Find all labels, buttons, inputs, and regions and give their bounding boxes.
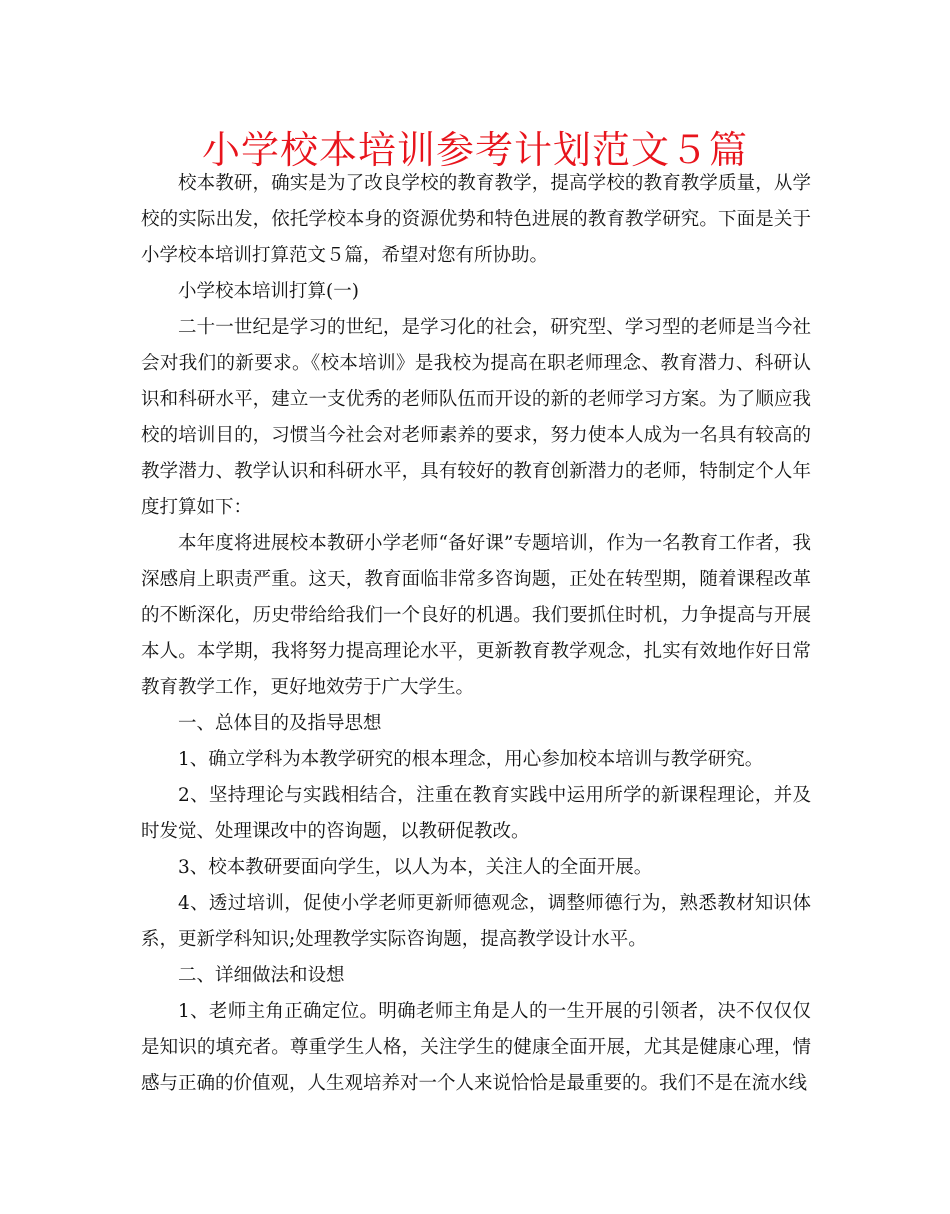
paragraph: 二十一世纪是学习的世纪，是学习化的社会，研究型、学习型的老师是当今社会对我们的新要求。《校本培训》是我校为提高在职老师理念、教育潜力、科研认识和科研水平，建立一支优秀的老师队伍而开设的新的老师学习方案。为了顺应我校的培训目的，习惯当今社会对老师素养的要求，努力使本人成为一名具有较高的教学潜力、教学认识和科研水平，具有较好的教育创新潜力的老师，特制定个人年度打算如下： [141,317,811,518]
list-item: 1、确立学科为本教学研究的根本理念，用心参加校本培训与教学研究。 [178,749,764,770]
section-heading-goals: 一、总体目的及指导思想 [178,713,382,734]
list-item: 2、坚持理论与实践相结合，注重在教育实践中运用所学的新课程理论，并及时发觉、处理课改中的咨询题，以教研促教改。 [141,785,811,842]
section-heading-plan-one: 小学校本培训打算(一) [178,281,359,302]
paragraph-intro: 校本教研，确实是为了改良学校的教育教学，提高学校的教育教学质量，从学校的实际出发，依托学校本身的资源优势和特色进展的教育教学研究。下面是关于小学校本培训打算范文５篇，希望对您有所协助。 [141,173,811,266]
list-item: 3、校本教研要面向学生，以人为本，关注人的全面开展。 [178,857,653,878]
section-heading-methods: 二、详细做法和设想 [178,965,345,986]
list-item: 4、透过培训，促使小学老师更新师德观念，调整师德行为，熟悉教材知识体系，更新学科知识;处理教学实际咨询题，提高教学设计水平。 [141,893,811,950]
paragraph: 本年度将进展校本教研小学老师“备好课”专题培训，作为一名教育工作者，我深感肩上职责严重。这天，教育面临非常多咨询题，正处在转型期，随着课程改革的不断深化，历史带给给我们一个良好的机遇。我们要抓住时机，力争提高与开展本人。本学期，我将努力提高理论水平，更新教育教学观念，扎实有效地作好日常教育教学工作，更好地效劳于广大学生。 [141,533,811,698]
document-body [141,166,811,1102]
list-item: 1、老师主角正确定位。明确老师主角是人的一生开展的引领者，决不仅仅仅是知识的填充者。尊重学生人格，关注学生的健康全面开展，尤其是健康心理，情感与正确的价值观，人生观培养对一个人来说恰恰是最重要的。我们不是在流水线 [141,1001,811,1094]
document-title: 小学校本培训参考计划范文５篇 [201,128,748,172]
